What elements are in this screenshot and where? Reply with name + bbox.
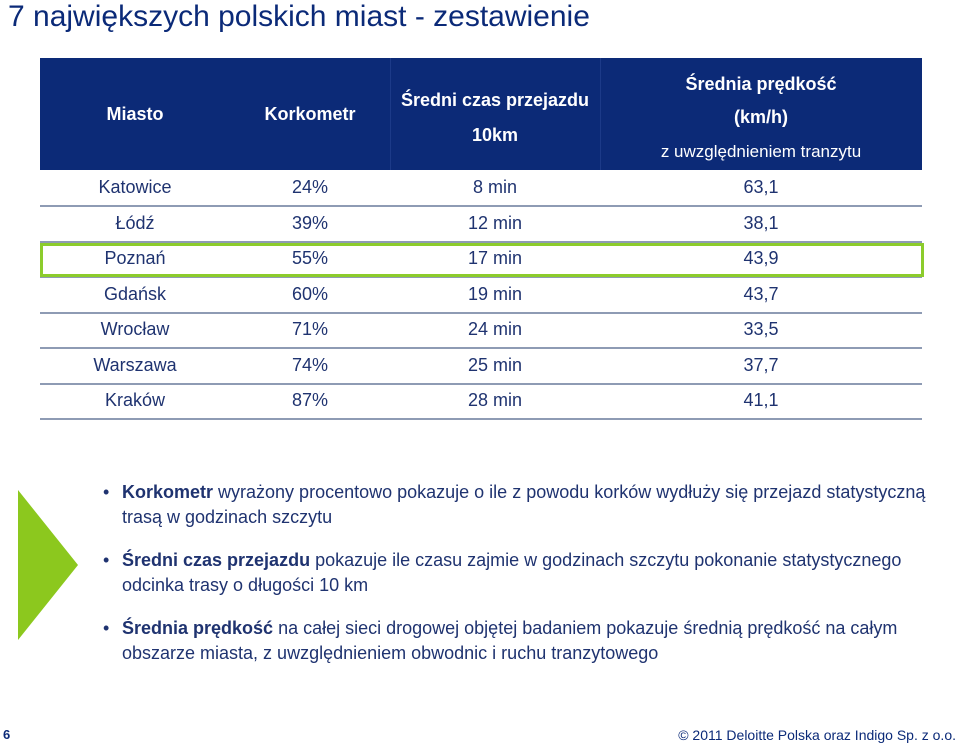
copyright: © 2011 Deloitte Polska oraz Indigo Sp. z o.o.	[678, 727, 956, 743]
cell-time: 28 min	[467, 390, 523, 410]
bullet-term: Średnia prędkość	[122, 618, 274, 638]
bullet-item	[103, 480, 953, 530]
bullet-term: Korkometr	[122, 482, 214, 502]
table-row	[40, 312, 922, 349]
bullet-text: na całej sieci drogowej objętej badaniem pokazuje średnią prędkość na całym obszarze miasta, z uwzględnieniem obwodnic i ruchu tranzytowego	[122, 618, 898, 663]
definitions-list	[103, 480, 953, 684]
table-row	[40, 383, 922, 420]
cell-korkometr: 71%	[291, 319, 329, 339]
arrow-triangle-icon	[18, 490, 78, 640]
header-text: 10km	[471, 125, 519, 145]
cell-korkometr: 87%	[291, 390, 329, 410]
cell-korkometr: 60%	[291, 283, 329, 304]
header-korkometr	[230, 58, 390, 170]
bullet-icon: •	[103, 618, 110, 638]
bullet-text: pokazuje ile czasu zajmie w godzinach szczytu pokonanie statystycznego odcinka trasy o długości 10 km	[122, 550, 902, 595]
cell-time: 8 min	[472, 177, 517, 197]
header-miasto	[40, 58, 230, 170]
header-text: Miasto	[106, 103, 164, 124]
table-row	[40, 348, 922, 385]
cell-speed: 33,5	[743, 319, 779, 339]
table-header	[40, 58, 922, 170]
page-title: 7 największych polskich miast - zestawienie	[8, 0, 590, 33]
bullet-icon: •	[103, 550, 110, 570]
cell-speed: 43,9	[743, 248, 779, 268]
bullet-item	[103, 548, 953, 598]
highlight-box	[40, 243, 924, 277]
table-row	[40, 206, 922, 243]
cell-korkometr: 55%	[291, 248, 329, 268]
cell-city: Gdańsk	[103, 283, 167, 304]
cell-korkometr: 24%	[291, 177, 329, 197]
cell-speed: 43,7	[743, 283, 779, 304]
header-text: Średnia prędkość	[685, 74, 837, 94]
header-predkosc	[600, 58, 922, 170]
cell-time: 24 min	[467, 319, 523, 339]
cell-speed: 38,1	[743, 212, 779, 233]
bullet-term: Średni czas przejazdu	[122, 550, 311, 570]
cell-city: Kraków	[104, 390, 166, 410]
cell-speed: 37,7	[743, 354, 779, 375]
cell-korkometr: 39%	[291, 212, 329, 233]
cell-korkometr: 74%	[291, 354, 329, 375]
table-row	[40, 170, 922, 207]
header-czas	[390, 58, 600, 170]
header-text: Korkometr	[264, 103, 356, 124]
header-text: (km/h)	[734, 107, 788, 127]
bullet-text: wyrażony procentowo pokazuje o ile z powodu korków wydłuży się przejazd statystyczną trasą w godzinach szczytu	[122, 482, 926, 527]
cell-city: Warszawa	[93, 354, 177, 375]
bullet-item	[103, 616, 953, 666]
bullet-icon: •	[103, 482, 110, 502]
cell-city: Wrocław	[100, 319, 170, 339]
header-text: z uwzględnieniem tranzytu	[660, 142, 862, 161]
cell-city: Poznań	[104, 248, 166, 268]
cell-time: 12 min	[467, 212, 523, 233]
cell-time: 25 min	[467, 354, 523, 375]
cell-city: Łódź	[115, 212, 155, 233]
table-row	[40, 277, 922, 314]
cell-speed: 41,1	[743, 390, 779, 410]
cell-time: 17 min	[467, 248, 523, 268]
page-number: 6	[3, 727, 11, 742]
header-text: Średni czas przejazdu	[400, 90, 590, 110]
cell-time: 19 min	[467, 283, 523, 304]
cell-speed: 63,1	[743, 177, 779, 197]
cell-city: Katowice	[98, 177, 172, 197]
